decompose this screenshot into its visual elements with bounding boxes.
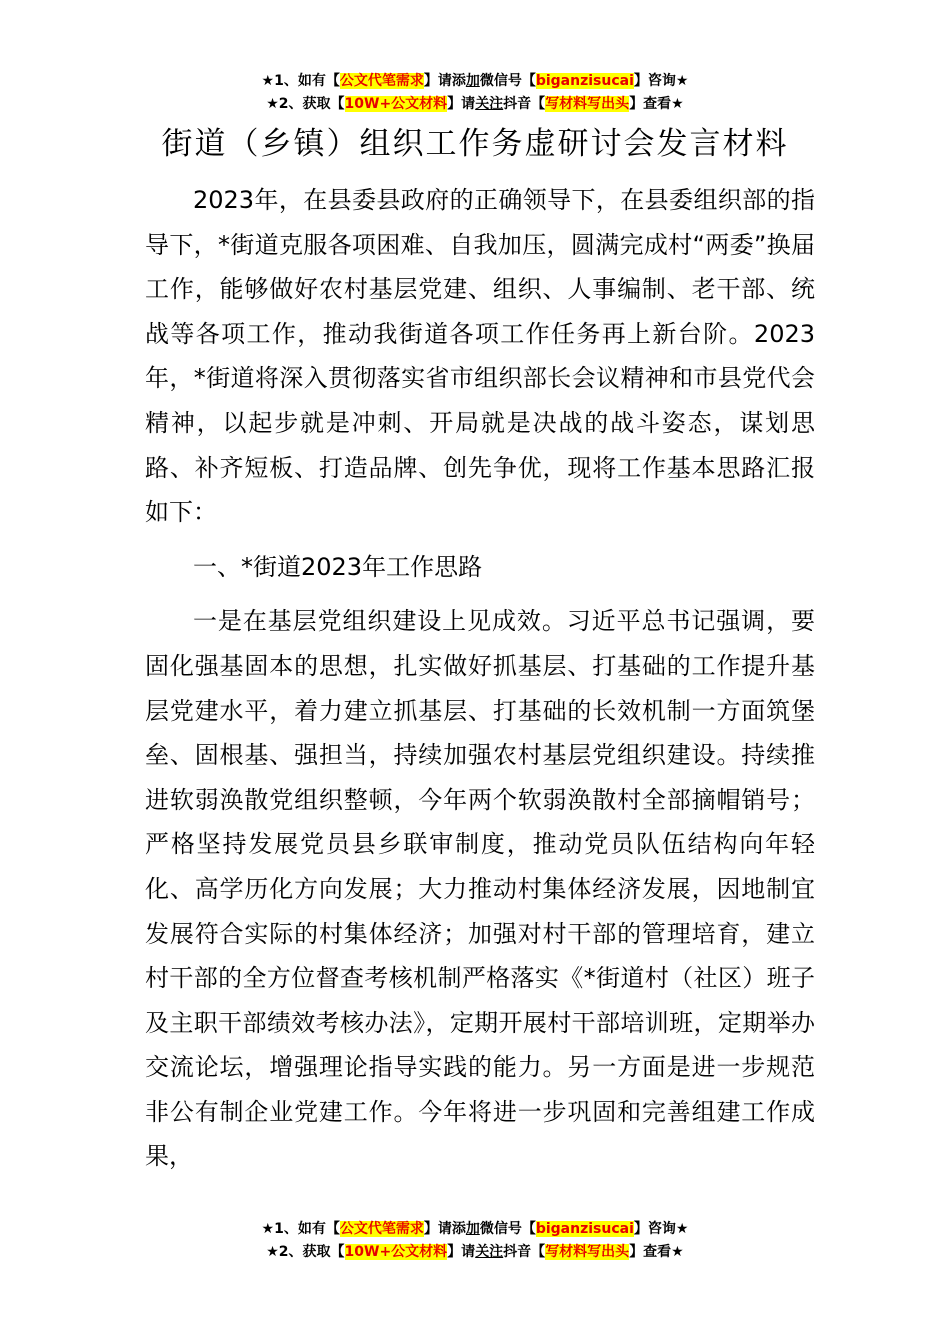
document-body	[145, 178, 815, 1179]
banner-text: 抖音【	[503, 96, 546, 112]
banner-text: ★2、获取【	[266, 1244, 345, 1260]
banner-text: 】咨询★	[633, 73, 689, 89]
banner-text: 微信号【	[479, 1221, 536, 1237]
document-title: 街道（乡镇）组织工作务虚研讨会发言材料	[161, 126, 789, 162]
banner-highlight: 写材料写出头	[545, 1244, 630, 1260]
banner-highlight: 10W+公文材料	[344, 1244, 448, 1260]
paragraph-section-1: 一是在基层党组织建设上见成效。习近平总书记强调，要固化强基固本的思想，扎实做好抓基层、打基础的工作提升基层党建水平，着力建立抓基层、打基础的长效机制一方面筑堡垒、固根基、强担当，持续加强农村基层党组织建设。持续推进软弱涣散党组织整顿，今年两个软弱涣散村全部摘帽销号；严格坚持发展党员县乡联审制度，推动党员队伍结构向年轻化、高学历化方向发展；大力推动村集体经济发展，因地制宜发展符合实际的村集体经济；加强对村干部的管理培育，建立村干部的全方位督查考核机制严格落实《*街道村（社区）班子及主职干部绩效考核办法》，定期开展村干部培训班，定期举办交流论坛，增强理论指导实践的能力。另一方面是进一步规范非公有制企业党建工作。今年将进一步巩固和完善组建工作成果，	[145, 607, 815, 1171]
banner-line-2	[0, 93, 950, 116]
paragraph-intro: 2023年，在县委县政府的正确领导下，在县委组织部的指导下，*街道克服各项困难、自我加压，圆满完成村“两委”换届工作，能够做好农村基层党建、组织、人事编制、老干部、统战等各项工作，推动我街道各项工作任务再上新台阶。2023年，*街道将深入贯彻落实省市组织部长会议精神和市县党代会精神，以起步就是冲刺、开局就是决战的战斗姿态，谋划思路、补齐短板、打造品牌、创先争优，现将工作基本思路汇报如下：	[145, 186, 815, 527]
section-heading: 一、*街道2023年工作思路	[193, 552, 483, 581]
banner-highlight: 公文代笔需求	[339, 1221, 424, 1237]
banner-highlight: 写材料写出头	[545, 96, 630, 112]
header-banner	[0, 70, 950, 116]
banner-text: 微信号【	[479, 73, 536, 89]
banner-text: 】请添	[423, 73, 466, 89]
banner-text: ★1、如有【	[261, 73, 340, 89]
banner-text: 】请	[447, 96, 476, 112]
banner-highlight: biganzisucai	[535, 1221, 634, 1237]
banner-text: 】查看★	[629, 96, 684, 112]
banner-text: ★1、如有【	[261, 1221, 340, 1237]
banner-text: ★2、获取【	[266, 96, 345, 112]
banner-text: 】请	[447, 1244, 476, 1260]
banner-line-1	[0, 1218, 950, 1241]
banner-line-1	[0, 70, 950, 93]
banner-underline: 关注	[475, 1244, 504, 1260]
banner-text: 】查看★	[629, 1244, 684, 1260]
banner-text: 】请添	[423, 1221, 466, 1237]
banner-highlight: biganzisucai	[535, 73, 634, 89]
banner-underline: 加	[465, 73, 480, 89]
banner-underline: 关注	[475, 96, 504, 112]
banner-text: 抖音【	[503, 1244, 546, 1260]
banner-text: 】咨询★	[633, 1221, 689, 1237]
banner-line-2	[0, 1241, 950, 1264]
banner-highlight: 公文代笔需求	[339, 73, 424, 89]
banner-underline: 加	[465, 1221, 480, 1237]
banner-highlight: 10W+公文材料	[344, 96, 448, 112]
footer-banner	[0, 1218, 950, 1264]
